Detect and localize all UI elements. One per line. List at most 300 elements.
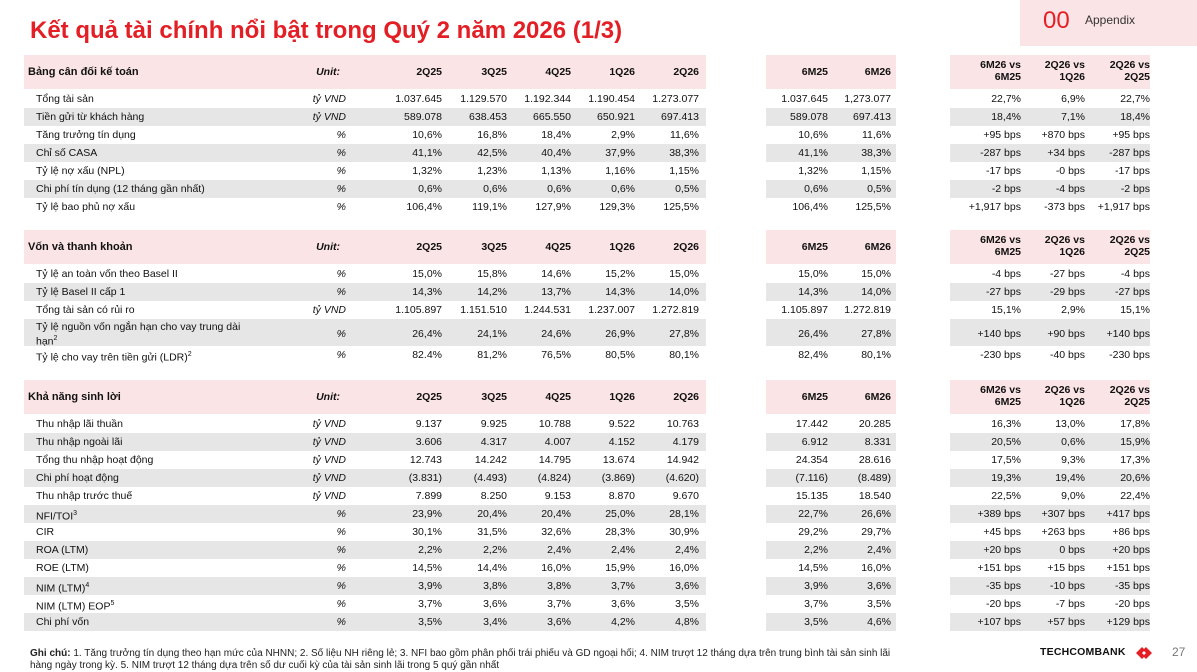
comparison-value: 2,9% [1061,304,1085,316]
comparison-value: +1,917 bps [968,201,1021,213]
table-row [0,162,1197,180]
row-label [36,129,136,141]
quarter-value: 4.152 [608,436,635,448]
table-row [0,577,1197,595]
comparison-value: +45 bps [983,526,1021,538]
section-title: Vốn và thanh khoản [28,241,133,253]
half-year-value: 14,5% [798,562,828,574]
comparison-value: +90 bps [1047,328,1085,340]
table-row [0,559,1197,577]
row-label [36,418,123,430]
quarter-value: 3,5% [418,616,442,628]
half-year-value: 4,6% [867,616,891,628]
column-header-quarter: 3Q25 [481,391,507,403]
half-year-value: 15,0% [798,268,828,280]
row-label [36,454,153,466]
quarter-value: 82.4% [412,349,442,361]
half-year-value: 0,5% [867,183,891,195]
quarter-value: 3,4% [483,616,507,628]
quarter-value: 119,1% [472,201,507,213]
quarter-value: 14.795 [538,454,571,466]
quarter-value: (4.493) [473,472,507,484]
quarter-value: 125,5% [663,201,699,213]
row-unit: % [336,286,346,298]
comparison-header-line: 2Q26 vs [1044,234,1085,246]
footnote-marker: 4 [85,582,90,589]
column-header-comparison [961,59,1021,83]
quarter-value: 2,9% [611,129,635,141]
column-header-quarter: 1Q26 [609,241,635,253]
quarter-value: 37,9% [605,147,635,159]
half-year-value: 38,3% [861,147,891,159]
half-year-value: 2,2% [804,544,828,556]
comparison-value: -29 bps [1049,286,1085,298]
quarter-value: 13,7% [541,286,571,298]
brand-logo: TECHCOMBANK [1040,646,1126,658]
quarter-value: 14,0% [669,286,699,298]
column-header-comparison [1090,59,1150,83]
quarter-value: 10.763 [666,418,699,430]
half-year-value: 82,4% [798,349,828,361]
footnote-marker: 5 [110,600,115,607]
footnote-line2: hàng ngày trong kỳ. 5. NIM trượt 12 tháng dựa trên số dư cuối kỳ của tài sản sinh lãi trong 5 quý gần nhất [30,660,500,671]
row-unit: % [336,201,346,213]
quarter-value: 4,2% [611,616,635,628]
quarter-value: 14,6% [541,268,571,280]
quarter-value: 0,6% [611,183,635,195]
quarter-value: 30,9% [669,526,699,538]
column-header-quarter: 4Q25 [545,241,571,253]
half-year-value: (7.116) [795,472,828,484]
half-year-value: 26,6% [861,508,891,520]
quarter-value: (3.869) [601,472,635,484]
row-label [36,304,135,316]
comparison-value: -230 bps [980,349,1021,361]
column-header-half: 6M26 [864,66,891,78]
column-header-quarter: 4Q25 [545,66,571,78]
column-header-comparison [961,384,1021,408]
comparison-value: 17,5% [991,454,1021,466]
quarter-value: 14,2% [477,286,507,298]
quarter-value: 8.250 [480,490,507,502]
row-label [36,165,125,177]
table-row [0,108,1197,126]
table-row [0,433,1197,451]
quarter-value: 1.244.531 [524,304,571,316]
quarter-value: 80,1% [669,349,699,361]
row-label [36,436,122,448]
quarter-value: 1.129.570 [460,93,507,105]
row-label [36,111,144,123]
unit-header: Unit: [316,241,340,253]
quarter-value: 23,9% [412,508,442,520]
row-unit: tỷ VND [312,472,346,484]
half-year-value: 3,5% [804,616,828,628]
half-year-value: 8.331 [864,436,891,448]
comparison-value: -0 bps [1055,165,1085,177]
half-year-value: 3,9% [804,580,828,592]
row-unit: % [336,147,346,159]
quarter-value: 11,6% [670,129,699,141]
half-year-value: 17.442 [795,418,828,430]
table-row [0,144,1197,162]
half-year-value: 3,6% [867,580,891,592]
quarter-value: (4.824) [537,472,571,484]
row-label-text: CIR [36,526,55,538]
table-row [0,523,1197,541]
comparison-header-line: 2Q26 vs [1044,384,1085,396]
comparison-value: -2 bps [1120,183,1150,195]
quarter-value: 1,23% [477,165,507,177]
comparison-header-line: 6M26 vs [980,59,1021,71]
half-year-value: 2,4% [867,544,891,556]
quarter-value: 41,1% [412,147,442,159]
row-unit: tỷ VND [312,304,346,316]
row-label [36,183,205,195]
comparison-header-line: 2Q26 vs [1109,59,1150,71]
column-header-quarter: 3Q25 [481,241,507,253]
quarter-value: 0,6% [483,183,507,195]
half-year-value: 11,6% [862,129,891,141]
quarter-value: 1.237.007 [588,304,635,316]
half-year-value: 26,4% [798,328,828,340]
half-year-value: 589.078 [790,111,828,123]
comparison-header-line: 1Q26 [1059,396,1085,408]
half-year-value: 1,32% [798,165,828,177]
quarter-value: 40,4% [541,147,571,159]
comparison-header-line: 2Q26 vs [1109,234,1150,246]
row-unit: % [336,562,346,574]
quarter-value: 0,6% [547,183,571,195]
quarter-value: (3.831) [408,472,442,484]
quarter-value: 32,6% [541,526,571,538]
comparison-value: -27 bps [1114,286,1150,298]
row-label [36,598,114,613]
comparison-value: +107 bps [977,616,1021,628]
column-header-quarter: 4Q25 [545,391,571,403]
table-row [0,198,1197,216]
comparison-value: 0 bps [1059,544,1085,556]
quarter-value: 589.078 [404,111,442,123]
column-header-quarter: 2Q25 [416,66,442,78]
comparison-value: +307 bps [1041,508,1085,520]
comparison-value: +151 bps [1106,562,1150,574]
page-title: Kết quả tài chính nổi bật trong Quý 2 năm 2026 (1/3) [30,17,623,44]
row-label-text: Tổng thu nhập hoạt động [36,454,154,466]
comparison-value: +15 bps [1047,562,1085,574]
comparison-header-line: 2Q25 [1124,246,1150,258]
half-year-value: 14,0% [861,286,891,298]
column-header-half: 6M26 [864,241,891,253]
comparison-value: -10 bps [1049,580,1085,592]
half-year-value: 1.272.819 [844,304,891,316]
table-row [0,126,1197,144]
row-unit: % [336,580,346,592]
row-label-text: Chi phí vốn [36,616,90,628]
row-unit: % [336,526,346,538]
quarter-value: 3,6% [675,580,699,592]
quarter-value: 15,0% [412,268,442,280]
comparison-value: 9,3% [1061,454,1085,466]
column-header-half: 6M25 [801,391,828,403]
quarter-value: 16,8% [477,129,507,141]
table-row [0,265,1197,283]
half-year-value: 1,273.077 [844,93,891,105]
row-label-text: Tỷ lệ an toàn vốn theo Basel II [36,268,178,280]
quarter-value: 13.674 [602,454,635,466]
quarter-value: 1.105.897 [395,304,442,316]
quarter-value: 14,3% [412,286,442,298]
row-label [36,349,192,364]
quarter-value: 0,6% [418,183,442,195]
comparison-value: 17,8% [1120,418,1150,430]
quarter-value: 3,5% [675,598,699,610]
quarter-value: 4.317 [480,436,507,448]
comparison-value: 6,9% [1061,93,1085,105]
quarter-value: 80,5% [605,349,635,361]
comparison-value: -230 bps [1109,349,1150,361]
quarter-value: 31,5% [477,526,507,538]
page-number: 27 [1172,645,1186,659]
comparison-value: +95 bps [983,129,1021,141]
comparison-header-line: 1Q26 [1059,71,1085,83]
comparison-header-line: 2Q26 vs [1109,384,1150,396]
comparison-value: 22,4% [1120,490,1150,502]
column-header-comparison [961,234,1021,258]
comparison-value: +1,917 bps [1097,201,1150,213]
comparison-value: -4 bps [1055,183,1085,195]
row-label-text: Tiền gửi từ khách hàng [36,111,145,123]
row-label [36,616,89,628]
row-label [36,321,240,348]
row-unit: % [336,616,346,628]
half-year-value: 125,5% [855,201,891,213]
comparison-value: +34 bps [1047,147,1085,159]
column-header-comparison [1025,234,1085,258]
comparison-value: +263 bps [1041,526,1085,538]
quarter-value: 7.899 [415,490,442,502]
quarter-value: 8.870 [608,490,635,502]
row-label [36,490,132,502]
quarter-value: 15,0% [669,268,699,280]
comparison-value: 17,3% [1120,454,1150,466]
quarter-value: 650.921 [597,111,635,123]
quarter-value: 12.743 [409,454,442,466]
comparison-value: 0,6% [1061,436,1085,448]
half-year-value: 14,3% [798,286,828,298]
row-label [36,93,94,105]
quarter-value: 14,5% [412,562,442,574]
quarter-value: 638.453 [469,111,507,123]
comparison-value: 9,0% [1061,490,1085,502]
row-label-text: NIM (LTM) [36,582,86,595]
table-row [0,346,1197,364]
quarter-value: 3,8% [547,580,571,592]
quarter-value: 9.670 [672,490,699,502]
column-header-half: 6M25 [801,241,828,253]
comparison-value: +20 bps [983,544,1021,556]
column-header-quarter: 2Q26 [673,241,699,253]
column-header-half: 6M26 [864,391,891,403]
quarter-value: 106,4% [406,201,442,213]
row-label-text: Tỷ lệ nợ xấu (NPL) [36,165,125,177]
comparison-value: 19,3% [991,472,1021,484]
quarter-value: 3,8% [483,580,507,592]
row-label-text: Tổng tài sản [36,93,94,105]
comparison-header-line: 6M26 vs [980,384,1021,396]
quarter-value: 9.153 [544,490,571,502]
comparison-value: -40 bps [1049,349,1085,361]
comparison-value: +151 bps [977,562,1021,574]
table-row [0,541,1197,559]
quarter-value: 18,4% [541,129,571,141]
quarter-value: 3,9% [418,580,442,592]
table-row [0,469,1197,487]
half-year-value: 15,0% [861,268,891,280]
quarter-value: 24,1% [477,328,507,340]
row-unit: tỷ VND [312,490,346,502]
quarter-value: 3.606 [415,436,442,448]
row-label-text: Thu nhập trước thuế [36,490,133,502]
quarter-value: 1,16% [605,165,635,177]
comparison-value: +870 bps [1041,129,1085,141]
comparison-value: 22,5% [991,490,1021,502]
comparison-value: 7,1% [1061,111,1085,123]
row-unit: tỷ VND [312,436,346,448]
comparison-value: -27 bps [985,286,1021,298]
comparison-value: -20 bps [1114,598,1150,610]
row-label-text: Chi phí hoạt động [36,472,119,484]
quarter-value: 1.272.819 [652,304,699,316]
comparison-header-line: 1Q26 [1059,246,1085,258]
quarter-value: 10.788 [538,418,571,430]
comparison-value: -287 bps [980,147,1021,159]
comparison-header-line: 6M26 vs [980,234,1021,246]
half-year-value: 1.105.897 [781,304,828,316]
comparison-value: 20,5% [991,436,1021,448]
quarter-value: 4,8% [675,616,699,628]
comparison-value: -27 bps [1049,268,1085,280]
row-label-text: Thu nhập ngoài lãi [36,436,123,448]
comparison-value: 19,4% [1055,472,1085,484]
quarter-value: 1,32% [412,165,442,177]
comparison-value: +140 bps [977,328,1021,340]
quarter-value: 26,4% [412,328,442,340]
half-year-value: (8.489) [857,472,891,484]
quarter-value: 25,0% [605,508,635,520]
comparison-value: -20 bps [985,598,1021,610]
quarter-value: 28,1% [669,508,699,520]
half-year-value: 27,8% [861,328,891,340]
column-header-quarter: 1Q26 [609,391,635,403]
comparison-value: -7 bps [1055,598,1085,610]
column-header-quarter: 1Q26 [609,66,635,78]
quarter-value: 28,3% [605,526,635,538]
row-label [36,508,77,523]
comparison-value: 16,3% [991,418,1021,430]
row-label-text: Chỉ số CASA [36,147,98,159]
quarter-value: 27,8% [669,328,699,340]
row-label-text: Tỷ lệ cho vay trên tiền gửi (LDR) [36,351,188,364]
comparison-value: 18,4% [991,111,1021,123]
quarter-value: 14,3% [605,286,635,298]
row-label [36,268,178,280]
row-unit: tỷ VND [312,111,346,123]
table-row [0,415,1197,433]
half-year-value: 22,7% [798,508,828,520]
row-unit: % [336,183,346,195]
column-header-comparison [1090,234,1150,258]
quarter-value: 1,15% [669,165,699,177]
comparison-value: +389 bps [977,508,1021,520]
comparison-value: +417 bps [1106,508,1150,520]
comparison-value: 20,6% [1120,472,1150,484]
quarter-value: 81,2% [477,349,507,361]
quarter-value: 3,6% [547,616,571,628]
row-label [36,544,88,556]
quarter-value: 9.137 [415,418,442,430]
row-label-text: ROA (LTM) [36,544,89,556]
quarter-value: 14.942 [666,454,699,466]
column-header-comparison [1025,384,1085,408]
row-label-text: ROE (LTM) [36,562,89,574]
footnote-label: Ghi chú: [30,648,71,659]
quarter-value: 3,6% [611,598,635,610]
row-label-text: Tổng tài sản có rủi ro [36,304,135,316]
comparison-value: 18,4% [1120,111,1150,123]
half-year-value: 29,7% [861,526,891,538]
row-label [36,580,89,595]
half-year-value: 1,15% [861,165,891,177]
quarter-value: 24,6% [541,328,571,340]
footnote [30,648,1030,672]
comparison-value: -4 bps [1120,268,1150,280]
appendix-number: 00 [1043,7,1070,34]
half-year-value: 106,4% [792,201,828,213]
comparison-value: +95 bps [1112,129,1150,141]
quarter-value: 3,7% [547,598,571,610]
column-header-comparison [1090,384,1150,408]
comparison-header-line: 2Q25 [1124,396,1150,408]
quarter-value: 4.179 [672,436,699,448]
column-header-quarter: 2Q25 [416,391,442,403]
column-header-quarter: 2Q25 [416,241,442,253]
quarter-value: 20,4% [541,508,571,520]
row-label [36,526,54,538]
quarter-value: 2,2% [483,544,507,556]
quarter-value: 1.151.510 [460,304,507,316]
quarter-value: 42,5% [477,147,507,159]
comparison-value: -35 bps [1114,580,1150,592]
comparison-value: +20 bps [1112,544,1150,556]
row-label [36,201,135,213]
quarter-value: 3,6% [483,598,507,610]
row-label-text: Tỷ lệ Basel II cấp 1 [36,286,126,298]
comparison-value: 15,1% [991,304,1021,316]
quarter-value: 16,0% [669,562,699,574]
quarter-value: 0,5% [675,183,699,195]
quarter-value: 129,3% [599,201,635,213]
row-label-text: Thu nhập lãi thuần [36,418,123,430]
comparison-header-line: 2Q25 [1124,71,1150,83]
table-row [0,613,1197,631]
comparison-header-line: 2Q26 vs [1044,59,1085,71]
column-header-half: 6M25 [801,66,828,78]
half-year-value: 29,2% [798,526,828,538]
comparison-value: -17 bps [985,165,1021,177]
comparison-value: -17 bps [1114,165,1150,177]
quarter-value: 15,8% [477,268,507,280]
